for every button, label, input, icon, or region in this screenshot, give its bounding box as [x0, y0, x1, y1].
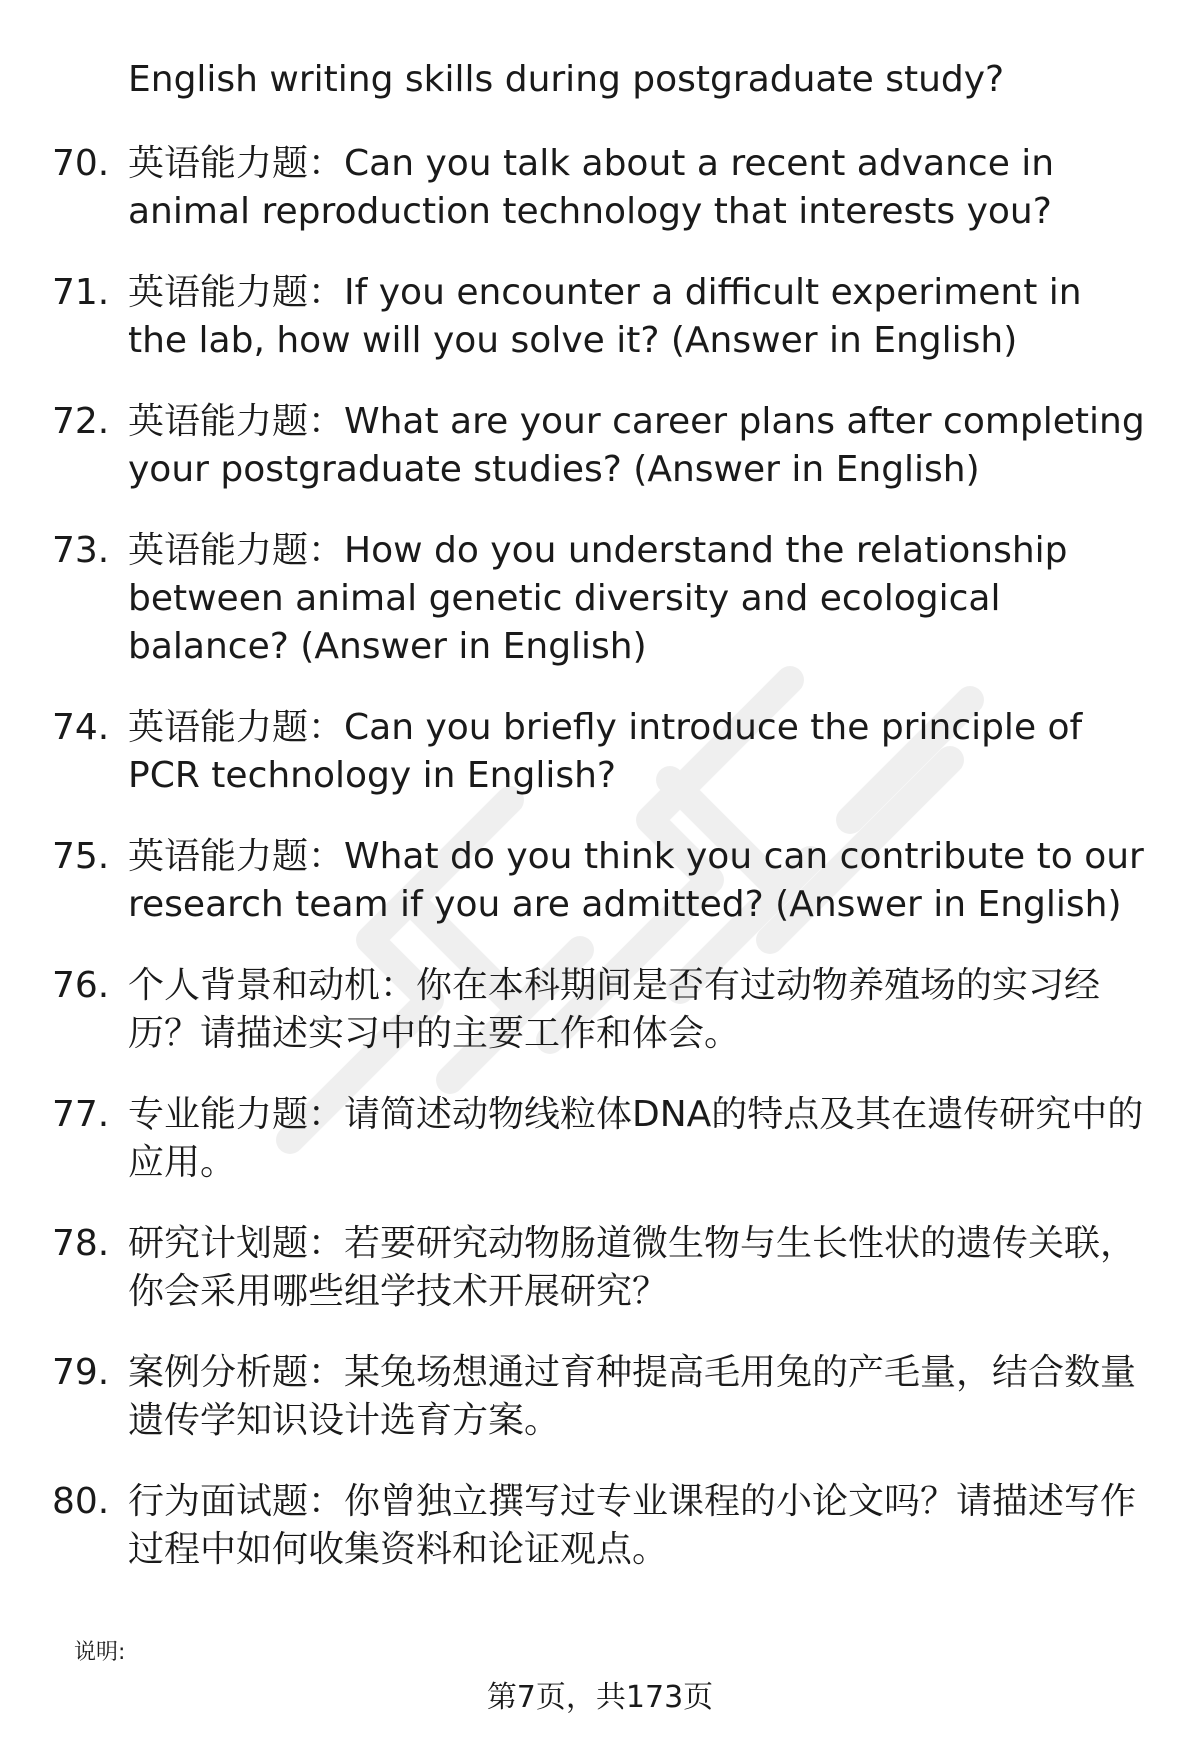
question-item-75: [52, 833, 1152, 929]
question-number: 71.: [52, 272, 110, 313]
question-text: 英语能力题：How do you understand the relationship between animal genetic diversity and ecological balance? (Answer in English): [128, 530, 1068, 667]
question-number: 73.: [52, 530, 110, 571]
question-item-71: [52, 269, 1152, 365]
question-item-79: [52, 1349, 1152, 1445]
question-text: 研究计划题：若要研究动物肠道微生物与生长性状的遗传关联，你会采用哪些组学技术开展研究？: [128, 1223, 1137, 1312]
question-number: 79.: [52, 1352, 110, 1393]
question-number: 78.: [52, 1223, 110, 1264]
question-number: 74.: [52, 707, 110, 748]
question-text: 英语能力题：Can you briefly introduce the principle of PCR technology in English?: [128, 707, 1083, 796]
question-number: 75.: [52, 836, 110, 877]
question-text: 英语能力题：Can you talk about a recent advance in animal reproduction technology that interests you?: [128, 143, 1055, 232]
question-text: 英语能力题：What are your career plans after completing your postgraduate studies? (Answer in English): [128, 401, 1145, 490]
question-text: 英语能力题：What do you think you can contribute to our research team if you are admitted? (Answer in English): [128, 836, 1144, 925]
page-footer: 第7页，共173页: [486, 1680, 714, 1715]
question-item-73: [52, 527, 1152, 671]
question-item-74: [52, 704, 1152, 800]
question-text: 案例分析题：某兔场想通过育种提高毛用兔的产毛量，结合数量遗传学知识设计选育方案。: [128, 1352, 1137, 1441]
question-item-78: [52, 1220, 1152, 1316]
question-item-77: [52, 1091, 1152, 1187]
continuation-text: English writing skills during postgraduate study?: [128, 59, 1005, 100]
question-number: 77.: [52, 1094, 110, 1135]
question-number: 72.: [52, 401, 110, 442]
question-number: 76.: [52, 965, 110, 1006]
question-list: [52, 140, 1152, 1607]
question-text: 行为面试题：你曾独立撰写过专业课程的小论文吗？请描述写作过程中如何收集资料和论证观点。: [128, 1481, 1137, 1570]
note-label: 说明:: [74, 1640, 126, 1665]
question-text: 专业能力题：请简述动物线粒体DNA的特点及其在遗传研究中的应用。: [128, 1094, 1144, 1183]
question-text: 个人背景和动机：你在本科期间是否有过动物养殖场的实习经历？请描述实习中的主要工作和体会。: [128, 965, 1101, 1054]
question-item-76: [52, 962, 1152, 1058]
question-item-80: [52, 1478, 1152, 1574]
question-item-72: [52, 398, 1152, 494]
question-number: 80.: [52, 1481, 110, 1522]
question-item-70: [52, 140, 1152, 236]
question-text: 英语能力题：If you encounter a difficult experiment in the lab, how will you solve it? (Answer in English): [128, 272, 1082, 361]
question-number: 70.: [52, 143, 110, 184]
